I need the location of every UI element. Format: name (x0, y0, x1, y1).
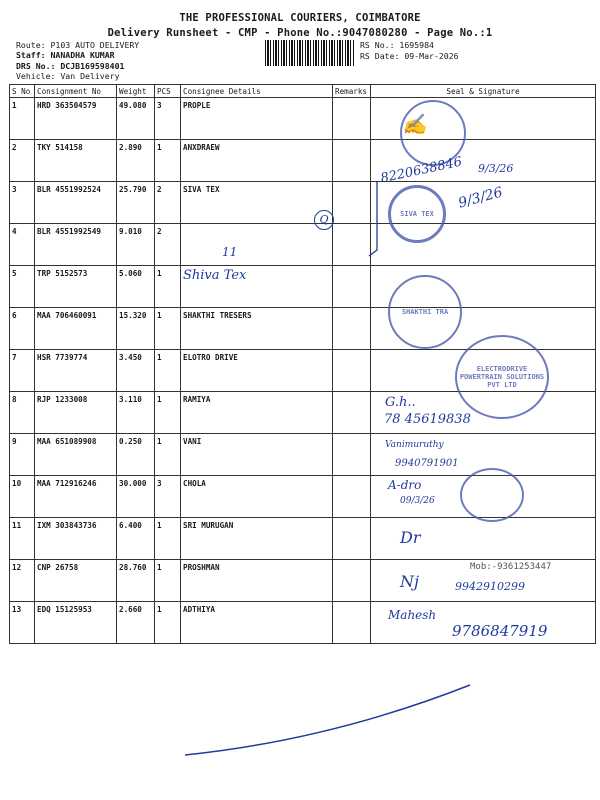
cell-weight: 6.400 (117, 518, 155, 560)
cell-pcs: 1 (155, 392, 181, 434)
handwritten-name-9: Vanimuruthy (385, 440, 444, 450)
handwritten-phone-13: 9786847919 (452, 622, 548, 640)
cell-consignment-no: HRD 363504579 (35, 98, 117, 140)
signature-10: A-dro (388, 478, 422, 492)
route-text: Route: P103 AUTO DELIVERY (16, 40, 140, 50)
cell-weight: 28.760 (117, 560, 155, 602)
cell-weight: 0.250 (117, 434, 155, 476)
cell-remarks (333, 602, 371, 644)
cell-remarks (333, 350, 371, 392)
cell-pcs: 1 (155, 434, 181, 476)
table-row (10, 182, 596, 224)
cell-consignment-no: HSR 7739774 (35, 350, 117, 392)
signature-1: ✍ (402, 112, 427, 136)
cell-sno: 1 (10, 98, 35, 140)
cell-remarks (333, 476, 371, 518)
cell-pcs: 1 (155, 266, 181, 308)
cell-remarks (333, 434, 371, 476)
col-remarks: Remarks (333, 85, 371, 98)
cell-sno: 6 (10, 308, 35, 350)
cell-pcs: 2 (155, 224, 181, 266)
cell-consignment-no: MAA 712916246 (35, 476, 117, 518)
cell-sno: 5 (10, 266, 35, 308)
ditto-mark: 11 (222, 245, 238, 259)
col-consignment: Consignment No (35, 85, 117, 98)
cell-weight: 3.450 (117, 350, 155, 392)
col-sno: S No (10, 85, 35, 98)
table-row (10, 140, 596, 182)
handwritten-name-13: Mahesh (388, 608, 437, 622)
handwritten-date-10: 09/3/26 (400, 496, 435, 506)
cell-consignment-no: CNP 26758 (35, 560, 117, 602)
signature-8: G.h.. (385, 395, 416, 410)
cell-remarks (333, 518, 371, 560)
handwritten-phone-12: 9942910299 (455, 580, 525, 593)
table-row (10, 518, 596, 560)
shakthi-stamp: SHAKTHI TRA (388, 275, 462, 349)
handwritten-date-3: 9/3/26 (456, 184, 505, 212)
cell-sno: 3 (10, 182, 35, 224)
cell-consignee: ANXDRAEW (181, 140, 333, 182)
cell-consignee: SHAKTHI TRESERS (181, 308, 333, 350)
cell-pcs: 3 (155, 98, 181, 140)
cell-sno: 12 (10, 560, 35, 602)
cell-sno: 2 (10, 140, 35, 182)
cell-pcs: 3 (155, 476, 181, 518)
cell-pcs: 1 (155, 308, 181, 350)
cell-consignment-no: TKY 514158 (35, 140, 117, 182)
col-seal: Seal & Signature (371, 85, 596, 98)
table-row (10, 266, 596, 308)
drs-text: DRS No.: DCJB169598401 (16, 61, 125, 71)
cell-consignment-no: TRP 5152573 (35, 266, 117, 308)
cell-sno: 8 (10, 392, 35, 434)
cell-consignment-no: MAA 706460091 (35, 308, 117, 350)
barcode (265, 40, 355, 66)
cell-weight: 5.060 (117, 266, 155, 308)
cell-consignment-no: IXM 303843736 (35, 518, 117, 560)
cell-consignee: ELOTRO DRIVE (181, 350, 333, 392)
vehicle-text: Vehicle: Van Delivery (16, 71, 120, 81)
cell-weight: 15.320 (117, 308, 155, 350)
handwritten-shiva-tex: Shiva Tex (183, 268, 247, 283)
cell-remarks (333, 98, 371, 140)
table-row (10, 98, 596, 140)
cell-remarks (333, 140, 371, 182)
cell-consignment-no: BLR 4551992549 (35, 224, 117, 266)
cell-weight: 2.660 (117, 602, 155, 644)
cell-consignment-no: MAA 651089908 (35, 434, 117, 476)
cell-sno: 11 (10, 518, 35, 560)
seal-stamp-10 (460, 468, 524, 522)
cell-sno: 13 (10, 602, 35, 644)
cell-weight: 30.000 (117, 476, 155, 518)
cell-consignee: RAMIYA (181, 392, 333, 434)
mob-stamp-text: Mob:-9361253447 (470, 562, 552, 572)
signature-11: Dr (400, 528, 421, 547)
cell-pcs: 1 (155, 560, 181, 602)
rs-date-text: RS Date: 09-Mar-2026 (360, 51, 459, 61)
cell-consignee: VANI (181, 434, 333, 476)
company-title: THE PROFESSIONAL COURIERS, COIMBATORE (179, 12, 421, 24)
cell-sno: 7 (10, 350, 35, 392)
cell-remarks (333, 308, 371, 350)
cell-consignee: SIVA TEX (181, 182, 333, 224)
runsheet-subtitle: Delivery Runsheet - CMP - Phone No.:9047080280 - Page No.:1 (107, 27, 493, 39)
signature-12: Nj (400, 572, 419, 591)
handwritten-number-8: 78 45619838 (384, 412, 471, 427)
cell-weight: 49.080 (117, 98, 155, 140)
cell-pcs: 2 (155, 182, 181, 224)
circled-mark: Q (314, 210, 334, 230)
cell-consignee: PROSHMAN (181, 560, 333, 602)
cell-weight: 9.010 (117, 224, 155, 266)
cell-consignment-no: RJP 1233008 (35, 392, 117, 434)
staff-text: Staff: NANADHA KUMAR (16, 50, 115, 60)
cell-sno: 10 (10, 476, 35, 518)
handwritten-date-2: 9/3/26 (478, 162, 514, 175)
cell-weight: 25.790 (117, 182, 155, 224)
table-header-row (10, 85, 596, 98)
handwritten-phone-2: 8220638846 (379, 154, 464, 187)
cell-remarks (333, 560, 371, 602)
cell-consignment-no: EDQ 15125953 (35, 602, 117, 644)
cell-consignee: CHOLA (181, 476, 333, 518)
cell-pcs: 1 (155, 140, 181, 182)
diagonal-strike-line (180, 680, 480, 760)
cell-consignee: PROPLE (181, 98, 333, 140)
cell-weight: 2.890 (117, 140, 155, 182)
rs-no-text: RS No.: 1695984 (360, 40, 434, 50)
table-row (10, 434, 596, 476)
cell-pcs: 1 (155, 350, 181, 392)
cell-consignee: ADTHIYA (181, 602, 333, 644)
cell-weight: 3.110 (117, 392, 155, 434)
col-weight: Weight (117, 85, 155, 98)
cell-sno: 9 (10, 434, 35, 476)
cell-pcs: 1 (155, 602, 181, 644)
table-row (10, 224, 596, 266)
cell-consignment-no: BLR 4551992524 (35, 182, 117, 224)
cell-remarks (333, 266, 371, 308)
cell-pcs: 1 (155, 518, 181, 560)
siva-tex-stamp: SIVA TEX (388, 185, 446, 243)
cell-consignee (181, 224, 333, 266)
electrodrive-stamp: ELECTRODRIVE POWERTRAIN SOLUTIONS PVT LTD (455, 335, 549, 419)
cell-consignee: SRI MURUGAN (181, 518, 333, 560)
remarks-bracket (365, 180, 385, 260)
col-consignee: Consignee Details (181, 85, 333, 98)
cell-remarks (333, 392, 371, 434)
cell-sno: 4 (10, 224, 35, 266)
handwritten-phone-9: 9940791901 (395, 458, 459, 469)
col-pcs: PCS (155, 85, 181, 98)
